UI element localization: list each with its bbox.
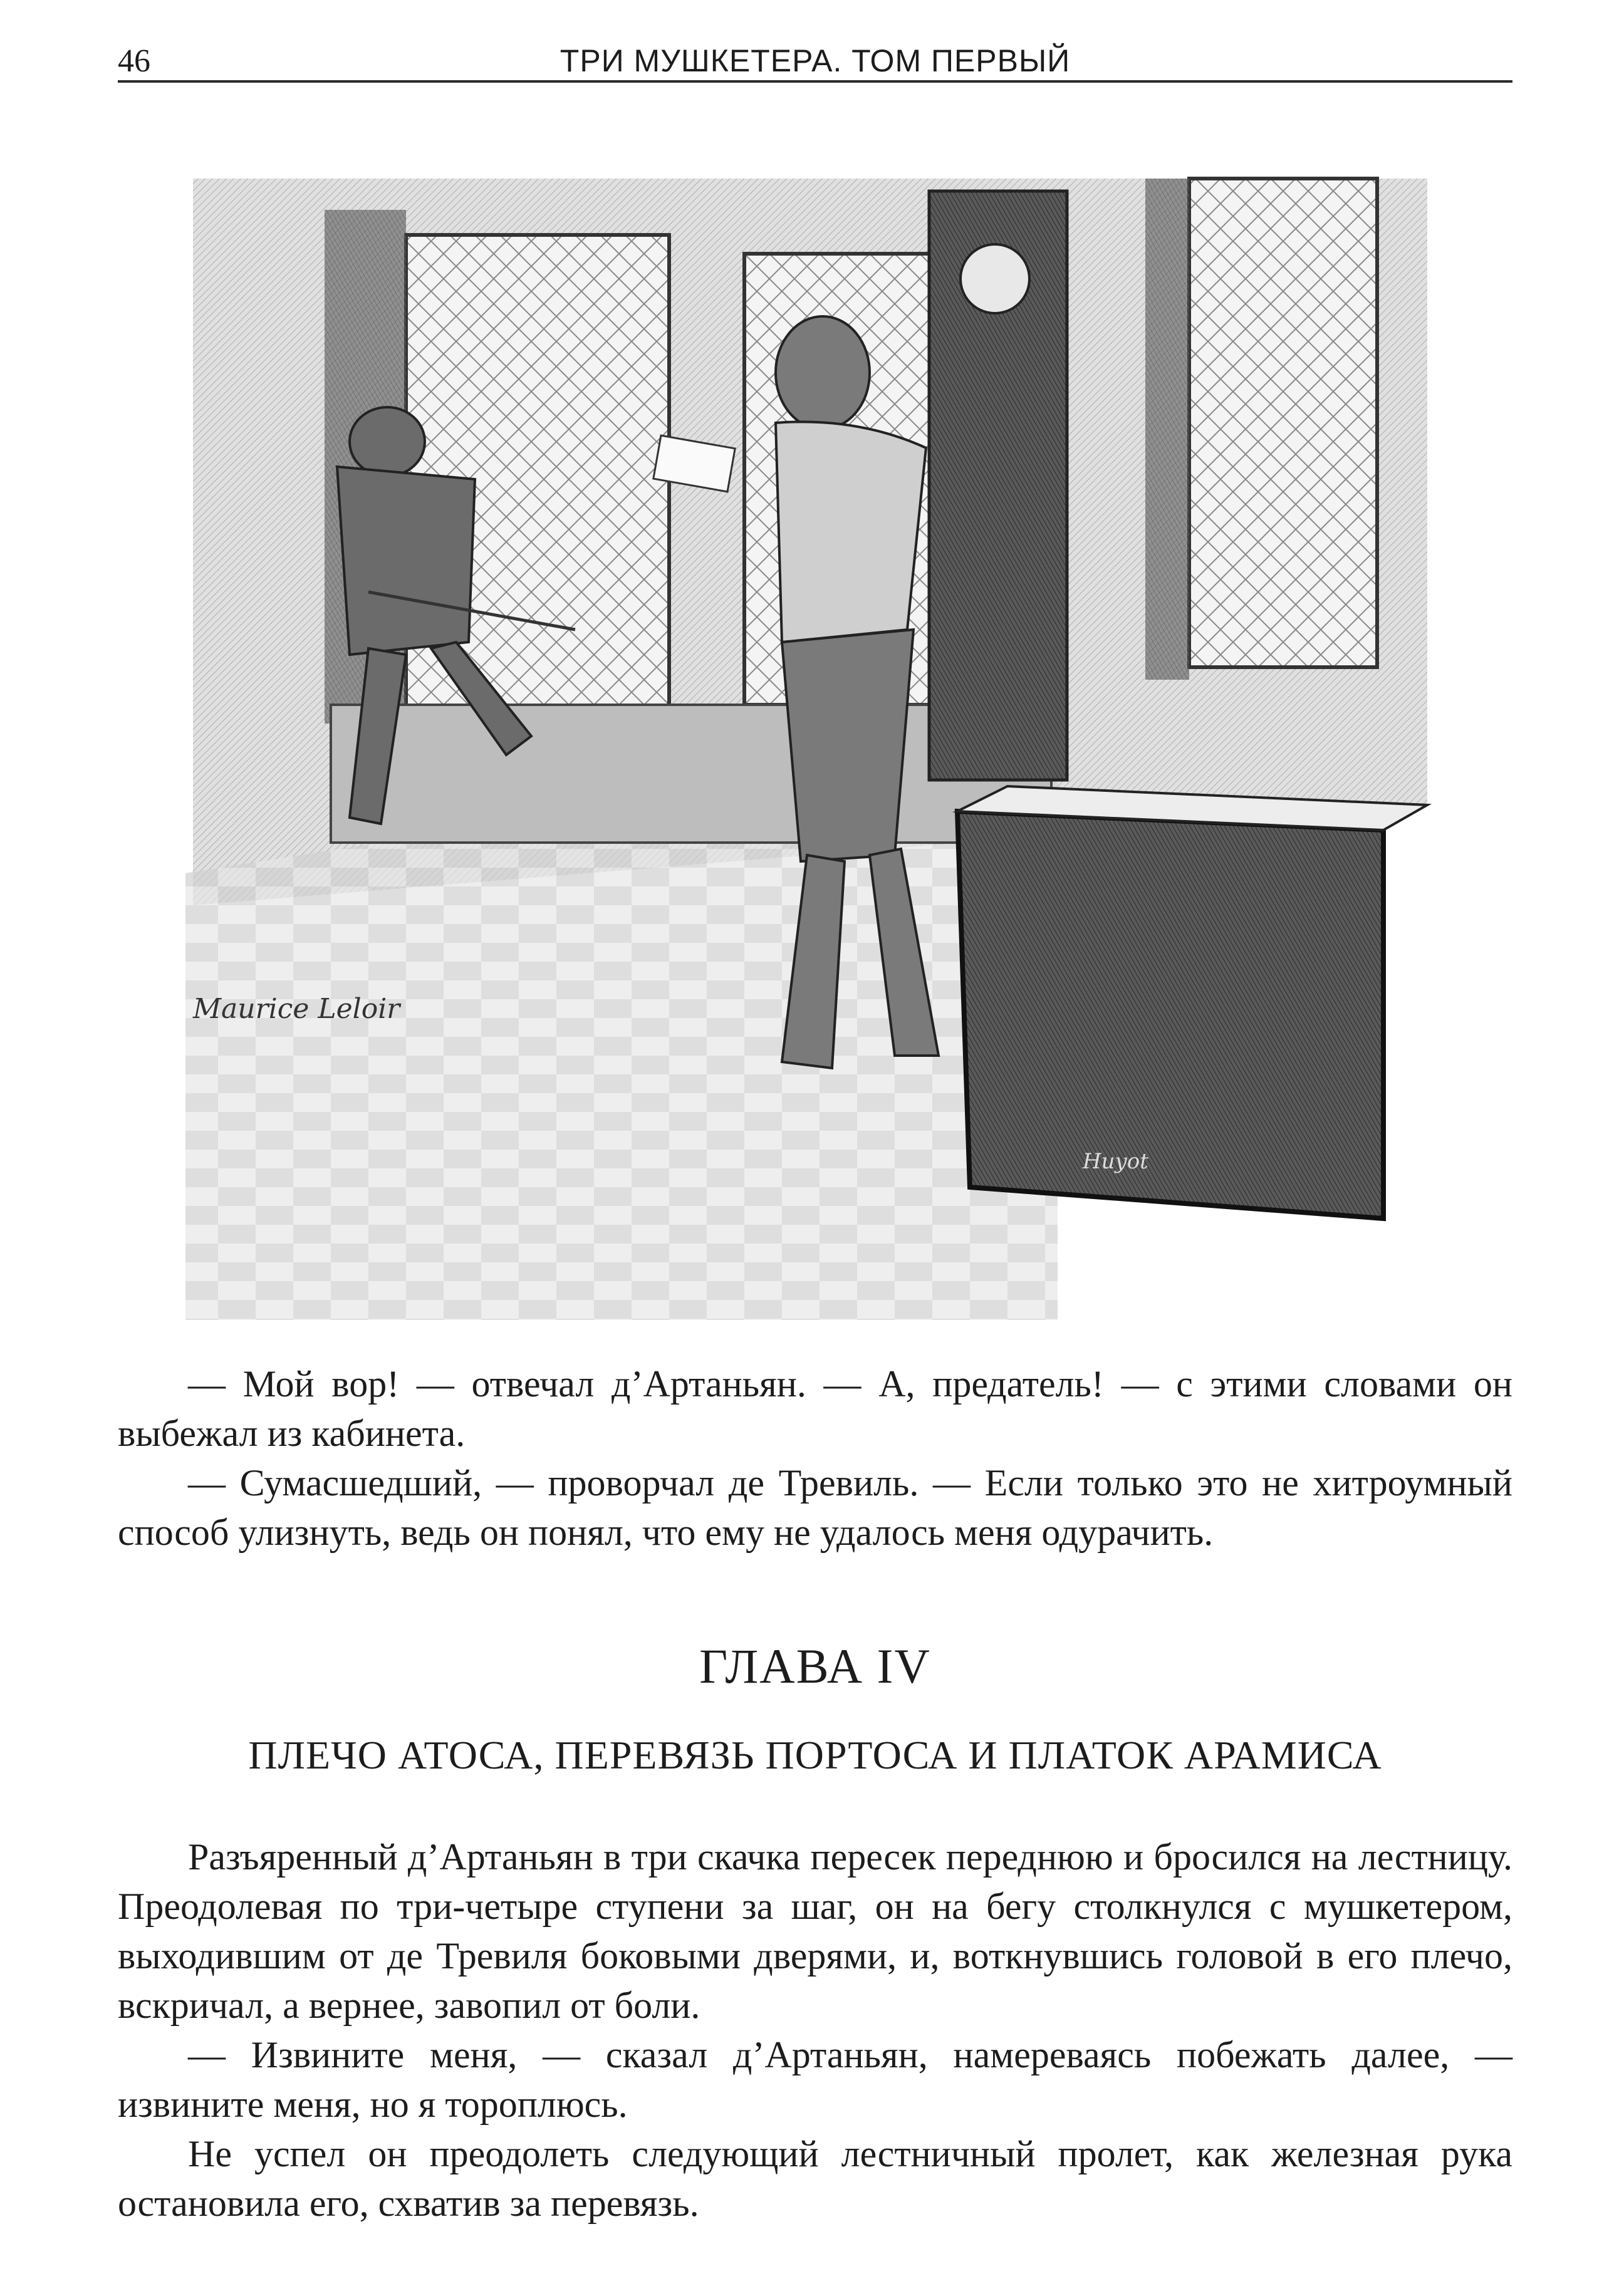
running-title: ТРИ МУШКЕТЕРА. ТОМ ПЕРВЫЙ <box>560 43 1071 78</box>
paragraph: — Мой вор! — отвечал д’Артаньян. — А, предатель! — с этими словами он выбежал из кабинета. <box>118 1363 1512 1454</box>
header-rule <box>118 80 1512 83</box>
chapter-number: ГЛАВА IV <box>699 1639 931 1693</box>
text-block-top <box>118 1359 1512 1557</box>
page-header <box>118 38 1512 83</box>
artist-signature: Maurice Leloir <box>193 993 400 1025</box>
paragraph: — Сумасшедший, — проворчал де Тревиль. — Если только это не хитроумный способ улизнуть, ведь он понял, что ему не удалось меня одурачить. <box>118 1462 1512 1553</box>
chapter-title: ПЛЕЧО АТОСА, ПЕРЕВЯЗЬ ПОРТОСА И ПЛАТОК АРАМИСА <box>248 1733 1382 1777</box>
paragraph: Разъяренный д’Артаньян в три скачка пересек переднюю и бросился на лестницу. Преодолевая по три-четыре ступени за шаг, он на бегу столкнулся с мушкетером, выходившим от де Тревиля боковыми дверями, и, воткнувшись головой в его плечо, вскричал, а вернее, завопил от боли. <box>118 1836 1512 2026</box>
engraving-illustration <box>180 153 1450 1325</box>
engraving-svg <box>180 153 1450 1325</box>
page-number: 46 <box>118 43 150 79</box>
engraver-signature: Huyot <box>1083 1149 1148 1174</box>
paragraph: — Извините меня, — сказал д’Артаньян, намереваясь побежать далее, — извините меня, но я тороплюсь. <box>118 2034 1512 2125</box>
paragraph: Не успел он преодолеть следующий лестничный пролет, как железная рука остановила его, схватив за перевязь. <box>118 2133 1512 2224</box>
text-block-bottom <box>118 1832 1512 2228</box>
